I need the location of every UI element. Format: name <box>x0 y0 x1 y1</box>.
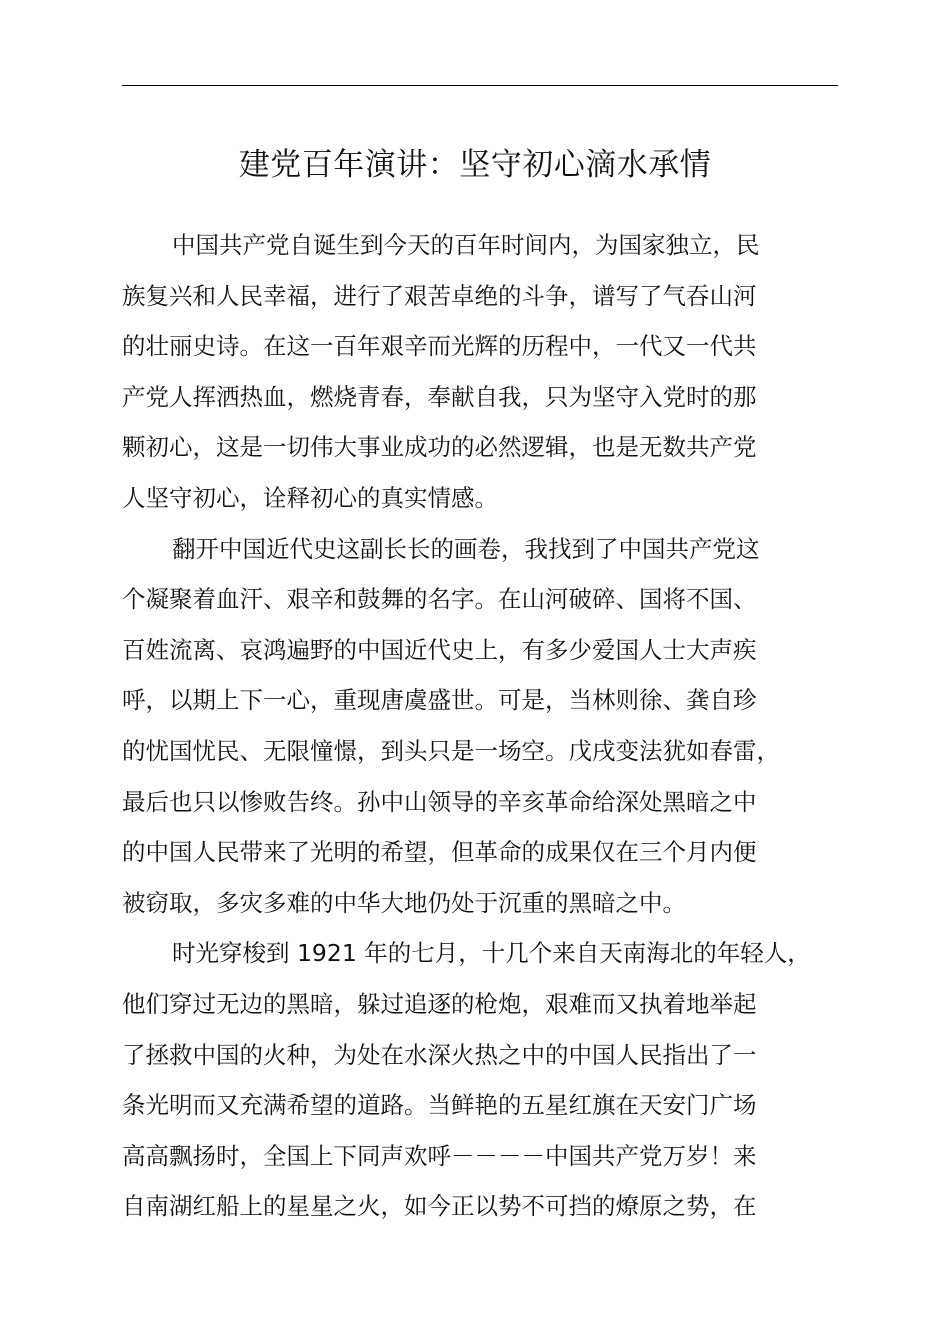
text-line: 了拯救中国的火种，为处在水深火热之中的中国人民指出了一 <box>122 1040 757 1069</box>
text-line: 时光穿梭到 1921 年的七月，十几个来自天南海北的年轻人， <box>172 939 811 968</box>
text-line: 个凝聚着血汗、艰辛和鼓舞的名字。在山河破碎、国将不国、 <box>122 585 757 614</box>
text-line: 人坚守初心，诠释初心的真实情感。 <box>122 483 498 512</box>
text-line: 的壮丽史诗。在这一百年艰辛而光辉的历程中，一代又一代共 <box>122 332 757 361</box>
text-line: 条光明而又充满希望的道路。当鲜艳的五星红旗在天安门广场 <box>122 1091 757 1120</box>
text-line: 的忧国忧民、无限憧憬，到头只是一场空。戊戌变法犹如春雷， <box>122 736 780 765</box>
text-line: 呼，以期上下一心，重现唐虞盛世。可是，当林则徐、龚自珍 <box>122 686 757 715</box>
text-line: 自南湖红船上的星星之火，如今正以势不可挡的燎原之势，在 <box>122 1192 757 1221</box>
text-line: 的中国人民带来了光明的希望，但革命的成果仅在三个月内便 <box>122 838 757 867</box>
text-line: 高高飘扬时，全国上下同声欢呼－－－－中国共产党万岁！来 <box>122 1141 757 1170</box>
text-line: 最后也只以惨败告终。孙中山领导的辛亥革命给深处黑暗之中 <box>122 787 757 816</box>
text-line: 被窃取，多灾多难的中华大地仍处于沉重的黑暗之中。 <box>122 888 686 917</box>
text-line: 他们穿过无边的黑暗，躲过追逐的枪炮，艰难而又执着地举起 <box>122 989 757 1018</box>
text-line: 中国共产党自诞生到今天的百年时间内，为国家独立，民 <box>172 231 760 259</box>
text-line: 翻开中国近代史这副长长的画卷，我找到了中国共产党这 <box>172 534 760 563</box>
body-text <box>122 220 862 1232</box>
page-title: 建党百年演讲：坚守初心滴水承情 <box>238 147 712 183</box>
text-line: 产党人挥洒热血，燃烧青春，奉献自我，只为坚守入党时的那 <box>122 382 757 411</box>
text-line: 颗初心，这是一切伟大事业成功的必然逻辑，也是无数共产党 <box>122 433 757 462</box>
text-line: 百姓流离、哀鸿遍野的中国近代史上，有多少爱国人士大声疾 <box>122 635 757 664</box>
text-line: 族复兴和人民幸福，进行了艰苦卓绝的斗争，谱写了气吞山河 <box>122 281 757 310</box>
header-rule <box>122 85 838 86</box>
